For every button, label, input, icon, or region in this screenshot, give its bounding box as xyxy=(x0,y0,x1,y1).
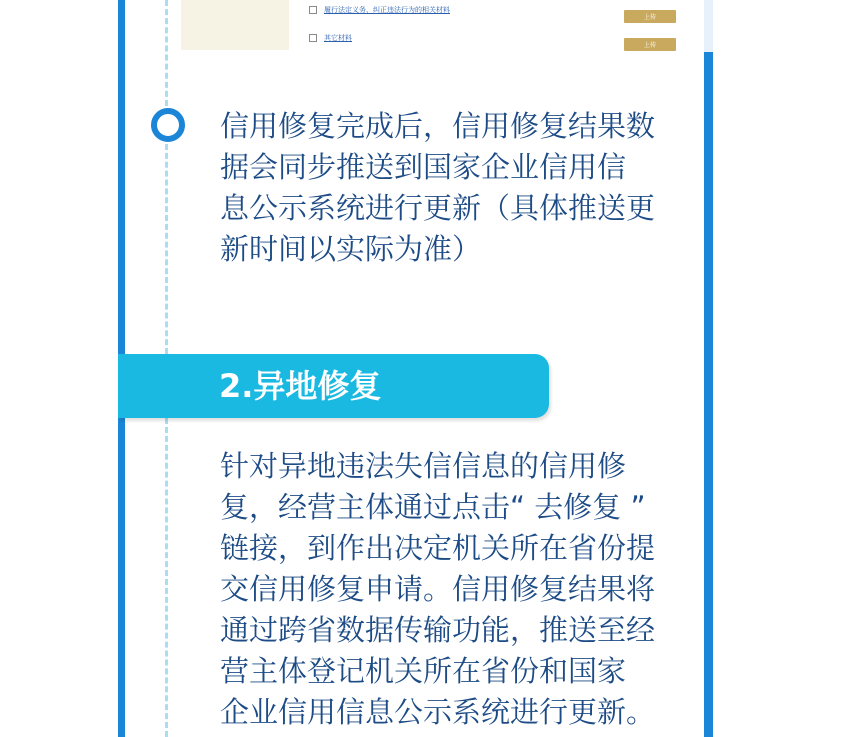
embedded-screenshot xyxy=(181,0,681,52)
upload-button[interactable]: 上传 xyxy=(624,38,676,51)
material-row xyxy=(309,31,352,45)
section1-paragraph: 信用修复完成后，信用修复结果数 据会同步推送到国家企业信用信 息公示系统进行更新（具体推送更 新时间以实际为准） xyxy=(220,109,656,266)
right-frame-border-light xyxy=(704,0,713,52)
section2-paragraph: 针对异地违法失信信息的信用修 复，经营主体通过点击“ 去修复 ” 链接，到作出决定机关所在省份提 交信用修复申请。信用修复结果将 通过跨省数据传输功能，推送至经 营主体登记机关所在省份和国家 企业信用信息公示系统进行更新。 xyxy=(220,449,656,729)
checkbox[interactable] xyxy=(309,34,317,42)
timeline-dashed-line xyxy=(165,144,168,354)
material-link[interactable]: 履行法定义务、纠正违法行为的相关材料 xyxy=(324,6,450,14)
timeline-dashed-line xyxy=(165,418,168,737)
material-row xyxy=(309,3,450,17)
right-frame-border xyxy=(704,52,713,737)
screenshot-side-panel xyxy=(181,0,289,50)
section-title: 2.异地修复 xyxy=(219,367,382,405)
checkbox[interactable] xyxy=(309,6,317,14)
timeline-dashed-line xyxy=(165,0,168,106)
timeline-node-icon xyxy=(151,108,185,142)
upload-button[interactable]: 上传 xyxy=(624,10,676,23)
material-link[interactable]: 其它材料 xyxy=(324,34,352,42)
